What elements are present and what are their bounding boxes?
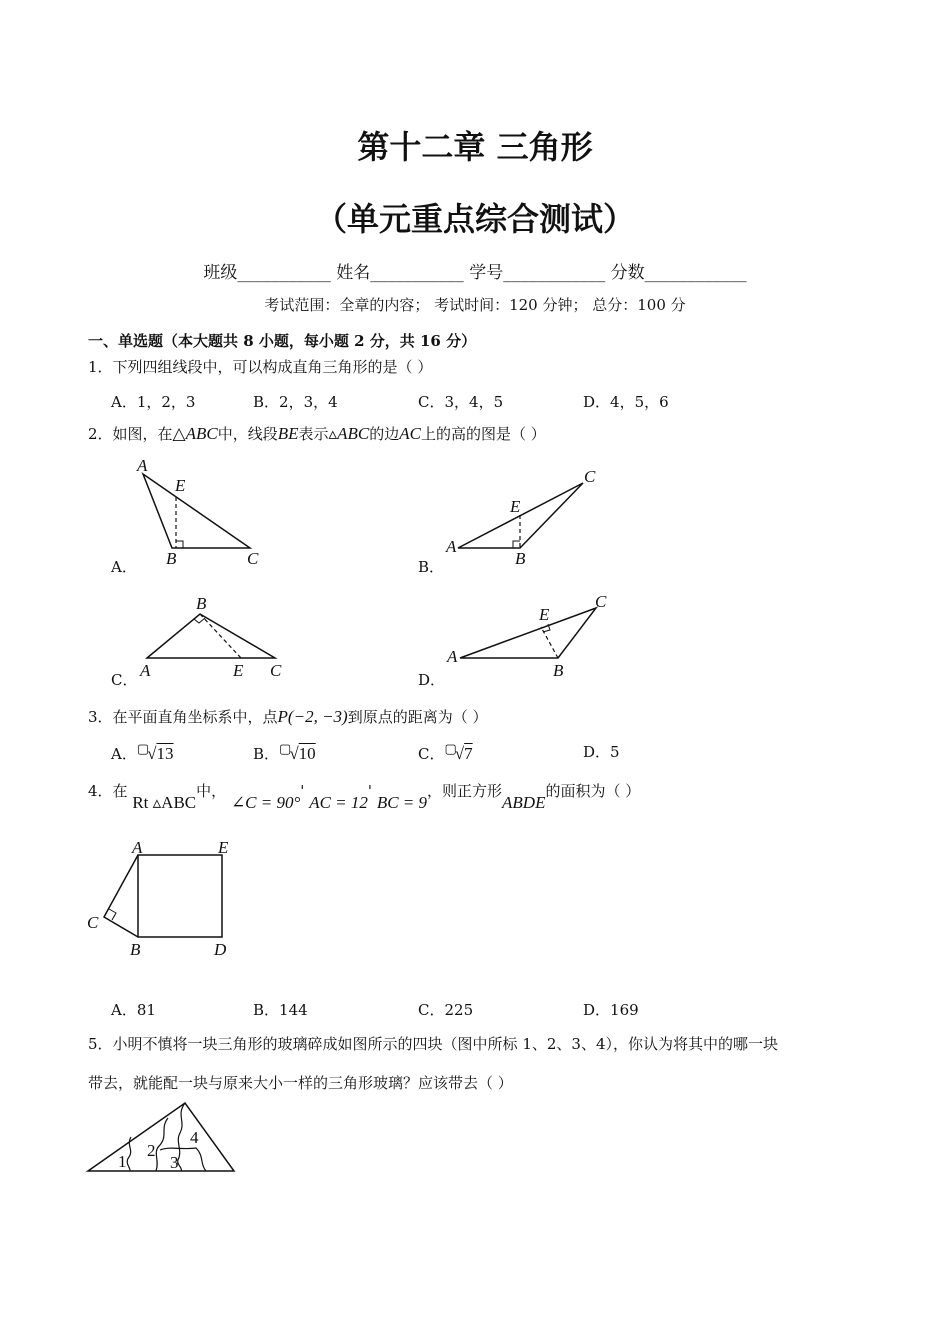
figure-d-label-b: B (553, 661, 564, 680)
section-heading: 一、单选题（本大题共 8 小题，每小题 2 分，共 16 分） (88, 332, 477, 350)
q4-label-a: A (132, 838, 143, 857)
q4-option-d[interactable]: D．169 (583, 1001, 639, 1019)
figure-b-label-b: B (515, 549, 526, 568)
q4-square-abde (138, 855, 222, 937)
q4-label-c: C (87, 913, 99, 932)
figure-d-label-a: A (447, 647, 458, 666)
q3-option-b[interactable]: B．▢√10 (253, 741, 316, 763)
q1-option-a[interactable]: A．1，2，3 (111, 393, 196, 411)
q1-option-d[interactable]: D．4，5，6 (583, 393, 669, 411)
question-2-stem: 2．如图，在△ABC中，线段BE表示▵ABC的边AC上的高的图是（ ） (88, 424, 546, 443)
figure-b-right-angle (513, 541, 520, 548)
figure-a-right-angle (176, 541, 183, 548)
question-5-line-1: 5．小明不慎将一块三角形的玻璃碎成如图所示的四块（图中所标 1、2、3、4），你认为将其中的哪一块 (88, 1035, 778, 1053)
question-1-stem: 1．下列四组线段中，可以构成直角三角形的是（ ） (88, 358, 433, 376)
q4-label-d: D (214, 940, 227, 959)
q5-crack-3 (178, 1103, 185, 1171)
figure-d-label-e: E (539, 605, 550, 624)
q4-triangle-abc (104, 855, 138, 937)
q4-angle-c: ∠C = 90° (230, 793, 301, 812)
q2-figure-c[interactable] (139, 594, 282, 680)
q5-piece-3: 3 (170, 1153, 179, 1172)
q4-option-c[interactable]: C．225 (418, 1001, 474, 1019)
figure-c-label-a: A (140, 661, 151, 680)
q2-option-b[interactable]: B． (418, 558, 445, 576)
figure-b-label-c: C (584, 467, 596, 486)
figure-c-label-b: B (196, 594, 207, 613)
q3-point-p: P(−2, −3) (277, 707, 348, 726)
q3-option-c[interactable]: C．▢√7 (418, 741, 473, 763)
q5-crack-4 (160, 1148, 206, 1171)
q5-piece-2: 2 (147, 1141, 156, 1160)
figure-c-dashed-line (200, 614, 241, 658)
q4-square-name: ABDE (502, 793, 546, 812)
q2-triangle-abc: △ABC (172, 424, 218, 443)
figure-a-label-b: B (166, 549, 177, 568)
figure-c-triangle (147, 614, 275, 658)
figure-a-label-c: C (247, 549, 259, 568)
q4-option-a[interactable]: A．81 (111, 1001, 156, 1019)
q4-bc-value: BC = 9 (376, 793, 428, 812)
q4-right-angle (109, 909, 116, 920)
q1-option-b[interactable]: B．2，3，4 (253, 393, 338, 411)
student-info-fields: 班级___________ 姓名___________ 学号____________ 分数____________ (203, 263, 747, 283)
question-5-line-2: 带去，就能配一块与原来大小一样的三角形玻璃？应该带去（ ） (88, 1074, 513, 1092)
question-3-stem: 3．在平面直角坐标系中，点P(−2, −3)到原点的距离为（ ） (88, 707, 488, 726)
figure-a-triangle (143, 474, 250, 548)
q2-option-c[interactable]: C． (111, 671, 138, 689)
figure-c-right-angle (194, 618, 205, 623)
figure-a-label-e: E (175, 476, 186, 495)
figure-a-label-a: A (137, 456, 148, 475)
q2-option-d[interactable]: D． (418, 671, 446, 689)
q4-option-b[interactable]: B．144 (253, 1001, 308, 1019)
q2-figure-b[interactable] (445, 467, 596, 568)
q2-figure-a[interactable] (136, 456, 259, 568)
page-subtitle: （单元重点综合测试） (314, 200, 635, 238)
question-4-stem: 4．在 Rt ▵ABC中， ∠C = 90°' AC = 12' BC = 9，则正方形ABDE的面积为（ ） (88, 782, 641, 812)
page-title: 第十二章 三角形 (357, 128, 593, 166)
q2-triangle-abc-2: ▵ABC (328, 424, 370, 443)
figure-d-triangle (460, 608, 596, 658)
q2-segment-be: BE (277, 424, 299, 443)
figure-c-label-c: C (270, 661, 282, 680)
figure-c-label-e: E (233, 661, 244, 680)
q5-glass-triangle (88, 1103, 234, 1171)
q1-option-c[interactable]: C．3，4，5 (418, 393, 504, 411)
q5-piece-4: 4 (190, 1128, 199, 1147)
q3-option-a[interactable]: A．▢√13 (111, 741, 174, 763)
figure-d-label-c: C (595, 592, 607, 611)
figure-b-label-a: A (446, 537, 457, 556)
q5-figure (88, 1103, 234, 1172)
q2-side-ac: AC (399, 424, 421, 443)
q4-ac-value: AC = 12 (309, 793, 368, 812)
q4-rt-triangle: Rt ▵ABC (132, 793, 197, 812)
q3-option-d[interactable]: D．5 (583, 743, 620, 761)
q5-piece-1: 1 (118, 1152, 127, 1171)
q2-figure-d[interactable] (446, 592, 607, 680)
q4-label-e: E (218, 838, 229, 857)
q2-option-a[interactable]: A． (111, 558, 137, 576)
q4-label-b: B (130, 940, 141, 959)
figure-b-label-e: E (510, 497, 521, 516)
q5-crack-2 (156, 1118, 168, 1171)
q4-figure (87, 838, 229, 959)
exam-info: 考试范围：全章的内容； 考试时间：120 分钟； 总分：100 分 (264, 296, 686, 314)
